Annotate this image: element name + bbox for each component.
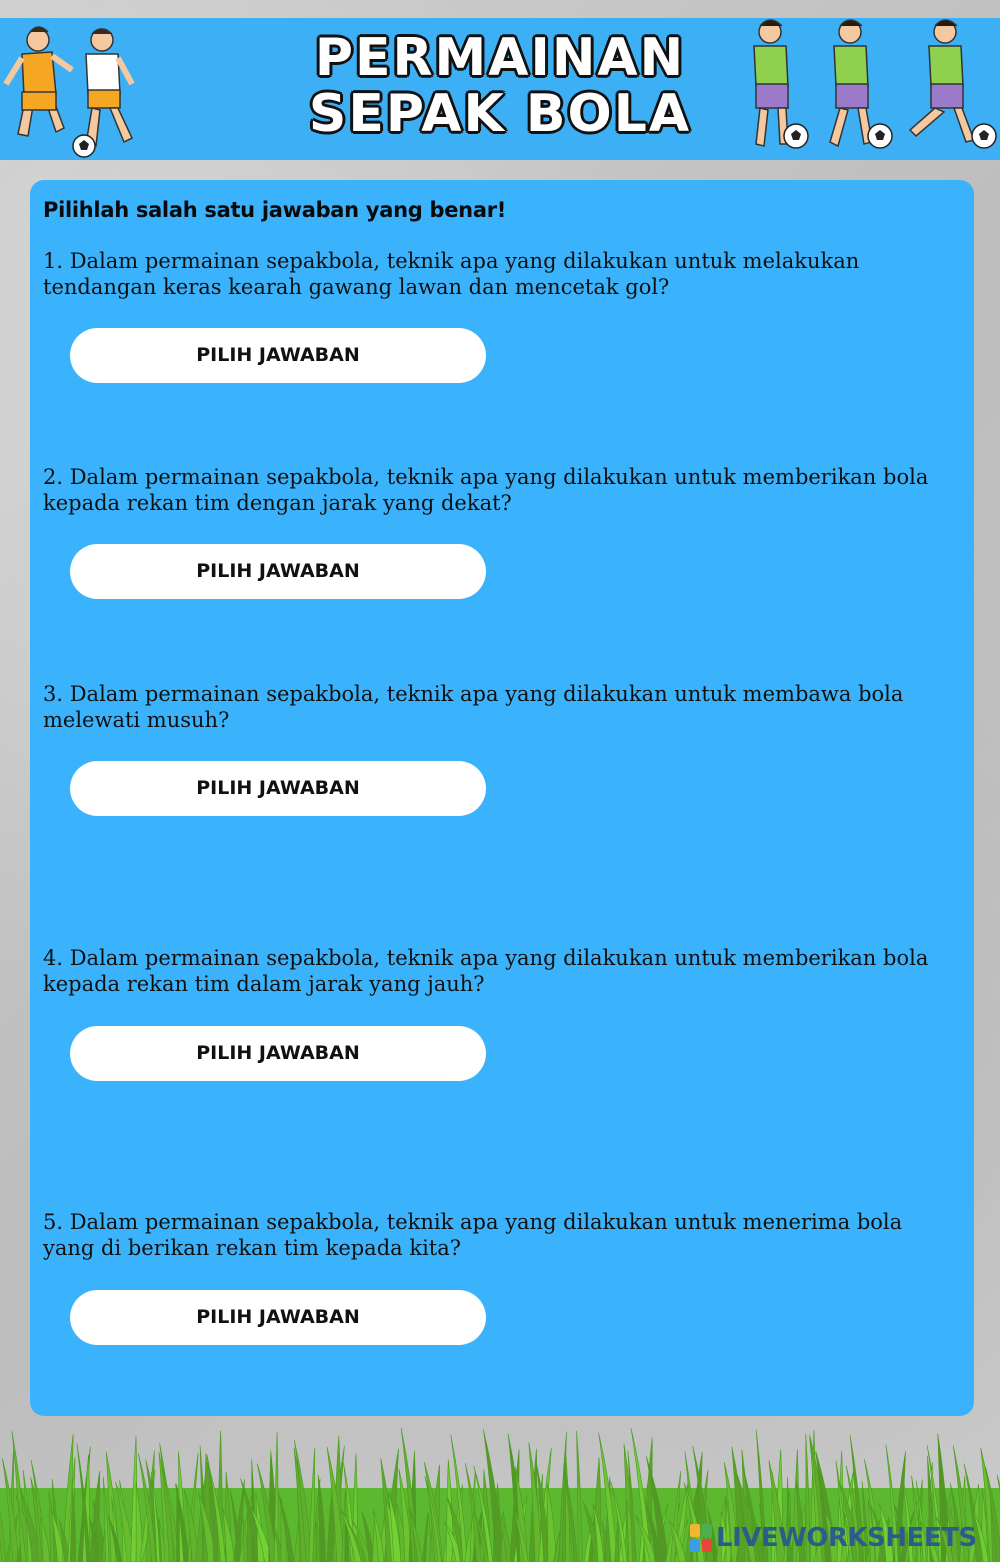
question-3: 3. Dalam permainan sepakbola, teknik apa yang dilakukan untuk membawa bola melewati musuh? [43, 682, 904, 732]
answer-dropdown-2[interactable]: PILIH JAWABAN [70, 544, 486, 599]
soccer-ball-icon [73, 135, 95, 157]
player-white-figure [86, 29, 132, 146]
page-title [250, 30, 750, 142]
answer-dropdown-5[interactable]: PILIH JAWABAN [70, 1290, 486, 1345]
soccer-ball-icon [784, 124, 808, 148]
player-green-figure-1 [754, 20, 788, 146]
question-1: 1. Dalam permainan sepakbola, teknik apa yang dilakukan untuk melakukan tendangan keras kearah gawang lawan dan mencetak gol? [43, 249, 860, 299]
answer-dropdown-3[interactable]: PILIH JAWABAN [70, 761, 486, 816]
football-players-illustration-right [730, 12, 1000, 157]
player-green-figure-3 [910, 20, 974, 142]
answer-dropdown-1[interactable]: PILIH JAWABAN [70, 328, 486, 383]
logo-text: LIVEWORKSHEETS [716, 1523, 977, 1553]
title-line-1: PERMAINAN [314, 28, 686, 88]
answer-dropdown-4[interactable]: PILIH JAWABAN [70, 1026, 486, 1081]
player-orange-figure [6, 27, 72, 136]
football-players-illustration-left [0, 14, 150, 164]
question-2: 2. Dalam permainan sepakbola, teknik apa yang dilakukan untuk memberikan bola kepada rekan tim dengan jarak yang dekat? [43, 465, 929, 515]
player-green-figure-2 [830, 20, 872, 146]
question-4: 4. Dalam permainan sepakbola, teknik apa yang dilakukan untuk memberikan bola kepada rekan tim dalam jarak yang jauh? [43, 946, 929, 996]
question-5: 5. Dalam permainan sepakbola, teknik apa yang dilakukan untuk menerima bola yang di berikan rekan tim kepada kita? [43, 1210, 903, 1260]
instruction-text: Pilihlah salah satu jawaban yang benar! [43, 198, 507, 222]
soccer-ball-icon [972, 124, 996, 148]
title-line-2: SEPAK BOLA [308, 84, 692, 144]
logo-blocks-icon [690, 1524, 712, 1552]
liveworksheets-logo [690, 1520, 977, 1556]
soccer-ball-icon [868, 124, 892, 148]
